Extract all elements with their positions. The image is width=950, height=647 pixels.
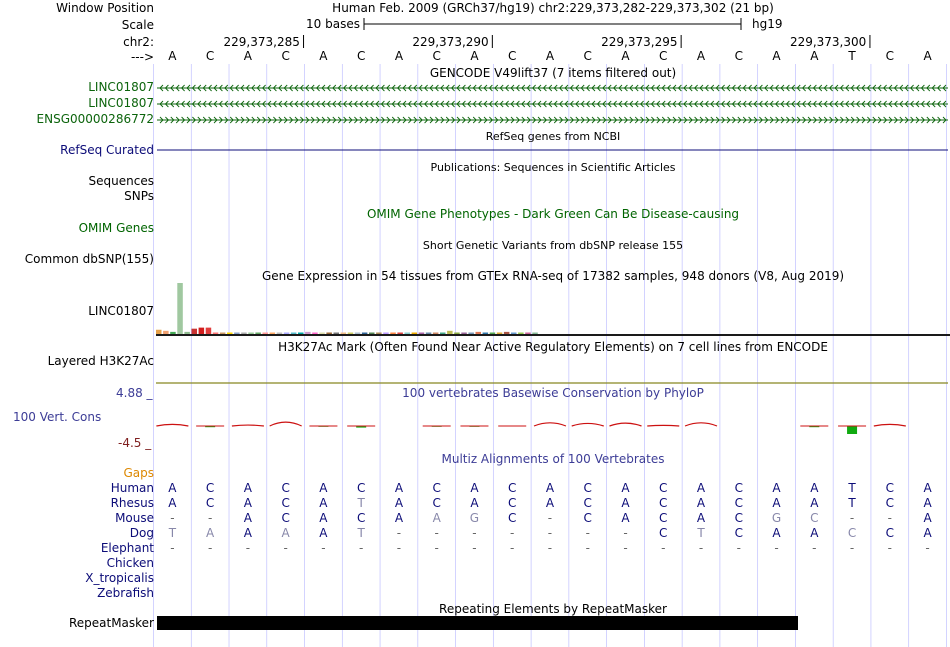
- ruler-base: C: [356, 49, 366, 63]
- multiz-base: A: [772, 496, 781, 510]
- gtex-tissue-bar: [511, 333, 517, 335]
- multiz-base: C: [734, 496, 743, 510]
- phylop-score-mark: [685, 423, 717, 426]
- multiz-base: -: [736, 541, 741, 555]
- gtex-tissue-bar: [497, 333, 503, 335]
- gtex-tissue-bar: [468, 333, 474, 335]
- ruler-base: C: [583, 49, 592, 63]
- multiz-base: -: [812, 541, 817, 555]
- ruler-base: A: [621, 49, 630, 63]
- multiz-base: A: [696, 496, 706, 510]
- gtex-tissue-bar: [362, 333, 368, 335]
- omim-label[interactable]: OMIM Genes: [78, 221, 154, 235]
- multiz-base: T: [697, 526, 705, 540]
- multiz-base: -: [207, 541, 213, 555]
- gtex-tissue-bar: [199, 328, 205, 334]
- gtex-tissue-bar: [490, 333, 496, 335]
- multiz-base: C: [205, 496, 215, 510]
- refseq-title: RefSeq genes from NCBI: [485, 130, 621, 143]
- gtex-tissue-bar: [241, 333, 247, 335]
- multiz-base: -: [321, 541, 326, 555]
- multiz-base: -: [170, 541, 175, 555]
- gtex-tissue-bar: [270, 333, 276, 335]
- multiz-base: A: [243, 511, 252, 525]
- multiz-base: A: [772, 526, 781, 540]
- gtex-tissue-bar: [369, 333, 375, 335]
- gencode-label-3[interactable]: ENSG00000286772: [36, 112, 154, 126]
- multiz-base: C: [281, 496, 290, 510]
- multiz-base: -: [396, 526, 402, 540]
- sequences-label[interactable]: Sequences: [88, 174, 154, 188]
- phylop-min-label: -4.5 _: [118, 436, 152, 450]
- multiz-base: -: [396, 541, 402, 555]
- multiz-base: C: [432, 496, 441, 510]
- multiz-base: G: [771, 511, 782, 525]
- multiz-species-label[interactable]: Mouse: [115, 511, 154, 525]
- h3k27ac-label[interactable]: Layered H3K27Ac: [47, 354, 154, 368]
- multiz-base: -: [547, 511, 553, 525]
- multiz-species-label[interactable]: Dog: [129, 526, 154, 540]
- ruler-base: C: [508, 49, 517, 63]
- gtex-title: Gene Expression in 54 tissues from GTEx RNA-seq of 17382 samples, 948 donors (V8, Aug 2019): [261, 269, 845, 283]
- ruler-position-label: 229,373,290: [412, 35, 489, 49]
- dbsnp-title: Short Genetic Variants from dbSNP release 155: [422, 239, 684, 252]
- multiz-base: C: [281, 481, 290, 495]
- multiz-base: C: [356, 511, 366, 525]
- multiz-base: A: [394, 481, 404, 495]
- gtex-tissue-bar: [284, 333, 290, 335]
- gtex-tissue-bar: [177, 283, 183, 334]
- gtex-tissue-bar: [234, 333, 240, 335]
- multiz-base: A: [923, 511, 932, 525]
- multiz-base: C: [432, 481, 441, 495]
- multiz-base: A: [810, 481, 819, 495]
- gtex-tissue-bar: [334, 333, 340, 335]
- gtex-tissue-bar: [184, 332, 190, 334]
- multiz-base: -: [849, 511, 855, 525]
- multiz-base: A: [923, 481, 932, 495]
- phylop-label[interactable]: 100 Vert. Cons: [13, 410, 102, 424]
- multiz-base: C: [885, 496, 894, 510]
- phylop-score-mark: [572, 423, 604, 426]
- ruler-base: C: [205, 49, 215, 63]
- repeatmasker-label[interactable]: RepeatMasker: [68, 616, 154, 630]
- gtex-tissue-bar: [355, 333, 361, 335]
- multiz-base: T: [848, 496, 856, 510]
- multiz-base: A: [206, 526, 215, 540]
- multiz-base: T: [168, 526, 177, 540]
- multiz-base: C: [281, 511, 290, 525]
- gtex-tissue-bar: [525, 333, 531, 335]
- multiz-base: -: [472, 541, 477, 555]
- gtex-tissue-bar: [426, 333, 432, 335]
- multiz-base: T: [357, 526, 365, 540]
- gtex-tissue-bar: [405, 333, 411, 335]
- phylop-score-mark: [270, 422, 302, 426]
- gtex-tissue-bar: [440, 333, 446, 335]
- ruler-base: A: [923, 49, 932, 63]
- phylop-score-mark: [156, 424, 188, 426]
- multiz-base: C: [583, 511, 592, 525]
- gtex-tissue-bar: [383, 333, 389, 335]
- scale-text: 10 bases: [306, 17, 360, 31]
- multiz-base: A: [810, 496, 819, 510]
- multiz-base: C: [734, 511, 743, 525]
- gtex-tissue-bar: [277, 333, 283, 335]
- gtex-tissue-bar: [227, 333, 233, 335]
- assembly-label: hg19: [752, 17, 783, 31]
- multiz-base: C: [885, 481, 894, 495]
- gencode-label-1[interactable]: LINC01807: [88, 80, 154, 94]
- gtex-tissue-bar: [341, 333, 347, 335]
- ruler-base: A: [545, 49, 555, 63]
- multiz-base: C: [508, 511, 517, 525]
- multiz-base: C: [356, 481, 366, 495]
- gtex-tissue-bar: [255, 333, 261, 335]
- multiz-base: C: [810, 511, 819, 525]
- ruler-base: A: [810, 49, 819, 63]
- multiz-base: A: [621, 481, 630, 495]
- multiz-base: -: [283, 541, 288, 555]
- ruler-base: A: [394, 49, 404, 63]
- ruler-base: C: [281, 49, 290, 63]
- gtex-tissue-bar: [298, 333, 304, 335]
- ruler-base: A: [772, 49, 781, 63]
- gtex-tissue-bar: [532, 333, 538, 335]
- multiz-base: A: [394, 496, 404, 510]
- gencode-label-2[interactable]: LINC01807: [88, 96, 154, 110]
- multiz-base: -: [774, 541, 779, 555]
- multiz-base: A: [243, 481, 252, 495]
- scale-label: Scale: [121, 18, 154, 32]
- gtex-tissue-bar: [348, 333, 354, 335]
- gtex-tissue-bar: [504, 332, 510, 334]
- multiz-base: -: [925, 541, 930, 555]
- dbsnp-label[interactable]: Common dbSNP(155): [24, 252, 154, 266]
- gtex-tissue-bar: [412, 333, 418, 335]
- multiz-base: C: [508, 496, 517, 510]
- gtex-tissue-bar: [220, 333, 226, 335]
- multiz-base: T: [848, 481, 856, 495]
- multiz-base: A: [319, 481, 328, 495]
- strand-arrow-label: --->: [130, 50, 154, 64]
- multiz-base: -: [661, 541, 666, 555]
- ruler-base: C: [885, 49, 894, 63]
- ruler-base: A: [696, 49, 706, 63]
- snps-label[interactable]: SNPs: [124, 189, 154, 203]
- gencode-title: GENCODE V49lift37 (7 items filtered out): [429, 66, 677, 80]
- multiz-base: C: [659, 526, 668, 540]
- multiz-base: -: [434, 526, 439, 540]
- multiz-base: C: [583, 496, 592, 510]
- gtex-tissue-bar: [433, 333, 439, 335]
- gtex-tissue-bar: [397, 333, 403, 335]
- multiz-base: T: [357, 496, 365, 510]
- multiz-base: A: [432, 511, 441, 525]
- gtex-tissue-bar: [454, 333, 460, 335]
- multiz-base: -: [887, 541, 892, 555]
- window-position-text: Human Feb. 2009 (GRCh37/hg19) chr2:229,373,282-229,373,302 (21 bp): [332, 1, 774, 15]
- multiz-base: -: [472, 526, 477, 540]
- phylop-score-mark: [534, 423, 566, 426]
- multiz-base: A: [696, 511, 706, 525]
- multiz-base: A: [319, 526, 328, 540]
- repeatmasker-element-block: [157, 616, 798, 630]
- window-position-label: Window Position: [56, 1, 154, 15]
- multiz-base: A: [319, 511, 328, 525]
- multiz-species-label[interactable]: Elephant: [100, 541, 154, 555]
- multiz-species-label[interactable]: X_tropicalis: [85, 571, 154, 585]
- phylop-score-mark: [232, 425, 264, 426]
- omim-title: OMIM Gene Phenotypes - Dark Green Can Be Disease-causing: [366, 207, 740, 221]
- multiz-base: A: [243, 496, 252, 510]
- multiz-base: C: [734, 481, 743, 495]
- multiz-base: C: [583, 481, 592, 495]
- gtex-tissue-bar: [263, 333, 269, 335]
- gtex-tissue-bar: [248, 333, 254, 335]
- multiz-base: A: [621, 496, 630, 510]
- gtex-tissue-bar: [213, 333, 219, 335]
- phylop-score-mark: [874, 424, 906, 426]
- multiz-base: A: [470, 496, 479, 510]
- multiz-base: C: [659, 496, 668, 510]
- multiz-base: -: [585, 526, 590, 540]
- multiz-base: -: [207, 511, 213, 525]
- ruler-base: C: [659, 49, 668, 63]
- phylop-score-mark: [647, 425, 679, 426]
- multiz-base: -: [585, 541, 590, 555]
- ruler-position-label: 229,373,285: [223, 35, 300, 49]
- phylop-score-mark: [847, 426, 857, 434]
- multiz-base: -: [170, 511, 175, 525]
- multiz-base: -: [698, 541, 704, 555]
- multiz-base: G: [469, 511, 480, 525]
- gtex-tissue-bar: [206, 328, 212, 334]
- multiz-species-label[interactable]: Chicken: [106, 556, 154, 570]
- multiz-base: C: [734, 526, 743, 540]
- multiz-base: -: [547, 526, 553, 540]
- gtex-tissue-bar: [419, 333, 425, 335]
- multiz-base: A: [621, 511, 630, 525]
- multiz-species-label[interactable]: Human: [110, 481, 154, 495]
- multiz-base: -: [547, 541, 553, 555]
- multiz-base: C: [659, 511, 668, 525]
- multiz-base: A: [470, 481, 479, 495]
- multiz-base: C: [205, 481, 215, 495]
- ruler-position-label: 229,373,295: [601, 35, 678, 49]
- multiz-base: C: [885, 526, 894, 540]
- repeatmasker-title: Repeating Elements by RepeatMasker: [439, 602, 667, 616]
- multiz-base: C: [508, 481, 517, 495]
- phylop-score-mark: [610, 423, 642, 426]
- refseq-label[interactable]: RefSeq Curated: [60, 143, 154, 157]
- multiz-base: -: [623, 526, 628, 540]
- multiz-base: A: [168, 481, 177, 495]
- multiz-base: A: [923, 526, 932, 540]
- multiz-base: A: [696, 481, 706, 495]
- multiz-base: A: [923, 496, 932, 510]
- multiz-base: A: [810, 526, 819, 540]
- multiz-base: -: [849, 541, 855, 555]
- ruler-base: A: [243, 49, 252, 63]
- ruler-base: C: [432, 49, 441, 63]
- gtex-tissue-bar: [447, 331, 453, 334]
- gtex-tissue-bar: [518, 333, 524, 335]
- multiz-species-label[interactable]: Zebrafish: [97, 586, 154, 600]
- gtex-tissue-bar: [376, 333, 382, 335]
- gtex-tissue-bar: [192, 329, 198, 334]
- multiz-base: -: [434, 541, 439, 555]
- gtex-tissue-bar: [326, 333, 332, 335]
- h3k27ac-title: H3K27Ac Mark (Often Found Near Active Regulatory Elements) on 7 cell lines from ENCODE: [278, 340, 828, 354]
- gtex-tissue-bar: [291, 333, 297, 335]
- multiz-species-label[interactable]: Rhesus: [110, 496, 154, 510]
- multiz-base: -: [510, 541, 515, 555]
- ruler-base: A: [470, 49, 479, 63]
- gtex-tissue-bar: [163, 331, 169, 334]
- ruler-base: T: [848, 49, 856, 63]
- ruler-base: C: [734, 49, 743, 63]
- multiz-base: -: [245, 541, 251, 555]
- multiz-base: A: [168, 496, 177, 510]
- ruler-base: A: [168, 49, 177, 63]
- gtex-tissue-bar: [476, 332, 482, 334]
- phylop-title: 100 vertebrates Basewise Conservation by PhyloP: [402, 386, 704, 400]
- gtex-tissue-bar: [390, 333, 396, 335]
- multiz-base: A: [319, 496, 328, 510]
- gtex-label[interactable]: LINC01807: [88, 304, 154, 318]
- phylop-max-label: 4.88 _: [116, 386, 153, 400]
- gaps-label[interactable]: Gaps: [123, 466, 154, 480]
- multiz-base: A: [545, 481, 555, 495]
- gtex-tissue-bar: [483, 333, 489, 335]
- ruler-position-label: 229,373,300: [789, 35, 867, 49]
- gtex-tissue-bar: [305, 332, 311, 334]
- gtex-tissue-bar: [461, 333, 467, 335]
- gtex-tissue-bar: [319, 333, 325, 335]
- multiz-title: Multiz Alignments of 100 Vertebrates: [441, 452, 665, 466]
- multiz-base: C: [847, 526, 857, 540]
- publications-title: Publications: Sequences in Scientific Articles: [430, 161, 676, 174]
- chrom-label: chr2:: [123, 35, 154, 49]
- gtex-tissue-bar: [312, 333, 318, 335]
- multiz-base: -: [887, 511, 892, 525]
- multiz-base: -: [359, 541, 364, 555]
- multiz-base: A: [772, 481, 781, 495]
- gtex-tissue-bar: [170, 332, 176, 334]
- multiz-base: A: [281, 526, 290, 540]
- multiz-base: A: [243, 526, 252, 540]
- multiz-base: A: [394, 511, 404, 525]
- multiz-base: -: [623, 541, 628, 555]
- multiz-base: C: [659, 481, 668, 495]
- multiz-base: -: [510, 526, 515, 540]
- ruler-base: A: [319, 49, 328, 63]
- multiz-base: A: [545, 496, 555, 510]
- gtex-tissue-bar: [156, 330, 162, 334]
